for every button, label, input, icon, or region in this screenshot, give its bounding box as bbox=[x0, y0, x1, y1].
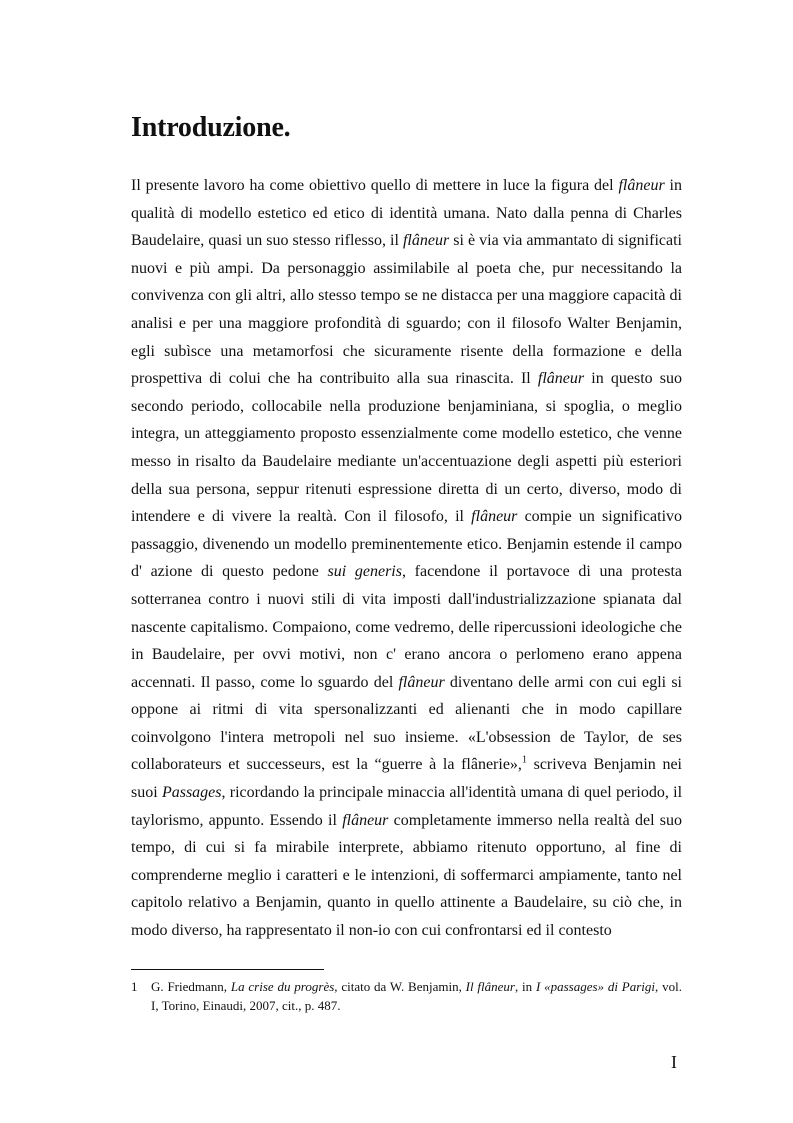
italic-term: flâneur bbox=[402, 232, 450, 250]
italic-term: flâneur bbox=[471, 508, 518, 526]
footnote-text bbox=[151, 977, 682, 1015]
footnote-run: G. Friedmann, bbox=[151, 979, 231, 994]
italic-term: flâneur bbox=[398, 673, 445, 691]
text-run: diventano delle armi con cui egli si oppone ai ritmi di vita spersonalizzanti ed alienanti che in modo capillare coinvolgono l'intera metropoli nel suo insieme. «L'obsession de Taylor, de ses collaborateurs et successeurs, est la “guerre à la flânerie», bbox=[131, 673, 682, 774]
footnote-italic: La crise du progrès bbox=[230, 979, 335, 994]
italic-term: Passages bbox=[161, 784, 222, 802]
text-run: , facendone il portavoce di una protesta sotterranea contro i nuovi stili di vita imposti dall'industrializzazione spianata dal nascente capitalismo. Compaiono, come vedremo, delle ripercussioni ideologiche che in Baudelaire, per ovvi motivi, non c' erano ancora o perlomeno erano appena accennati. Il passo, come lo sguardo del bbox=[131, 563, 682, 691]
footnote-run: , citato da W. Benjamin, bbox=[334, 979, 466, 994]
italic-term: flâneur bbox=[342, 811, 389, 829]
text-run: in qualità di modello estetico ed etico di identità umana. Nato dalla penna di Charles Baudelaire, quasi un suo stesso riflesso, il bbox=[131, 177, 682, 250]
text-run: , ricordando la principale minaccia all'identità umana di quel periodo, il taylorismo, appunto. Essendo il bbox=[131, 784, 683, 829]
footnote-run: , vol. I, Torino, Einaudi, 2007, cit., p. 487. bbox=[151, 979, 682, 1013]
italic-term: flâneur bbox=[537, 370, 585, 388]
footnote-run: , in bbox=[514, 979, 536, 994]
page-number: I bbox=[671, 1052, 677, 1072]
footnote-italic: I «passages» di Parigi bbox=[535, 979, 656, 994]
body-paragraph bbox=[131, 172, 682, 945]
page-title: Introduzione. bbox=[131, 112, 291, 143]
text-run: Il presente lavoro ha come obiettivo quello di mettere in luce la figura del bbox=[131, 177, 619, 194]
text-run: scriveva Benjamin nei suoi bbox=[131, 756, 683, 802]
text-run: completamente immerso nella realtà del suo tempo, di cui si fa mirabile interprete, abbiamo ritenuto opportuno, al fine di comprenderne meglio i caratteri e le intenzioni, di soffermarci ampiamente, tanto nel capitolo relativo a Benjamin, quanto in quello attinente a Baudelaire, su ciò che, in modo diverso, ha rappresentato il non-io con cui confrontarsi ed il contesto bbox=[131, 811, 682, 940]
italic-term: sui generis bbox=[327, 563, 402, 581]
italic-term: flâneur bbox=[618, 177, 665, 194]
footnote-divider bbox=[131, 969, 324, 970]
text-run: compie un significativo passaggio, divenendo un modello preminentemente etico. Benjamin estende il campo d' azione di questo pedone bbox=[131, 508, 683, 581]
footnote-number: 1 bbox=[131, 979, 138, 994]
footnote bbox=[131, 977, 682, 1015]
footnote-reference[interactable]: 1 bbox=[521, 755, 527, 767]
footnote-italic: Il flâneur bbox=[465, 979, 515, 994]
text-run: si è via via ammantato di significati nuovi e più ampi. Da personaggio assimilabile al poeta che, pur necessitando la convivenza con gli altri, allo stesso tempo se ne distacca per una maggiore capacità di analisi e per una maggiore profondità di sguardo; con il filosofo Walter Benjamin, egli subìsce una metamorfosi che sicuramente risente della formazione e della prospettiva di colui che ha contribuito alla sua rinascita. Il bbox=[131, 232, 682, 388]
text-run: in questo suo secondo periodo, collocabile nella produzione benjaminiana, si spoglia, o meglio integra, un atteggiamento proposto essenzialmente come modello estetico, che venne messo in risalto da Baudelaire mediante un'accentuazione degli aspetti più esteriori della sua persona, seppur ritenuti espressione diretta di un certo, diverso, modo di intendere e di vivere la realtà. Con il filosofo, il bbox=[131, 370, 683, 526]
